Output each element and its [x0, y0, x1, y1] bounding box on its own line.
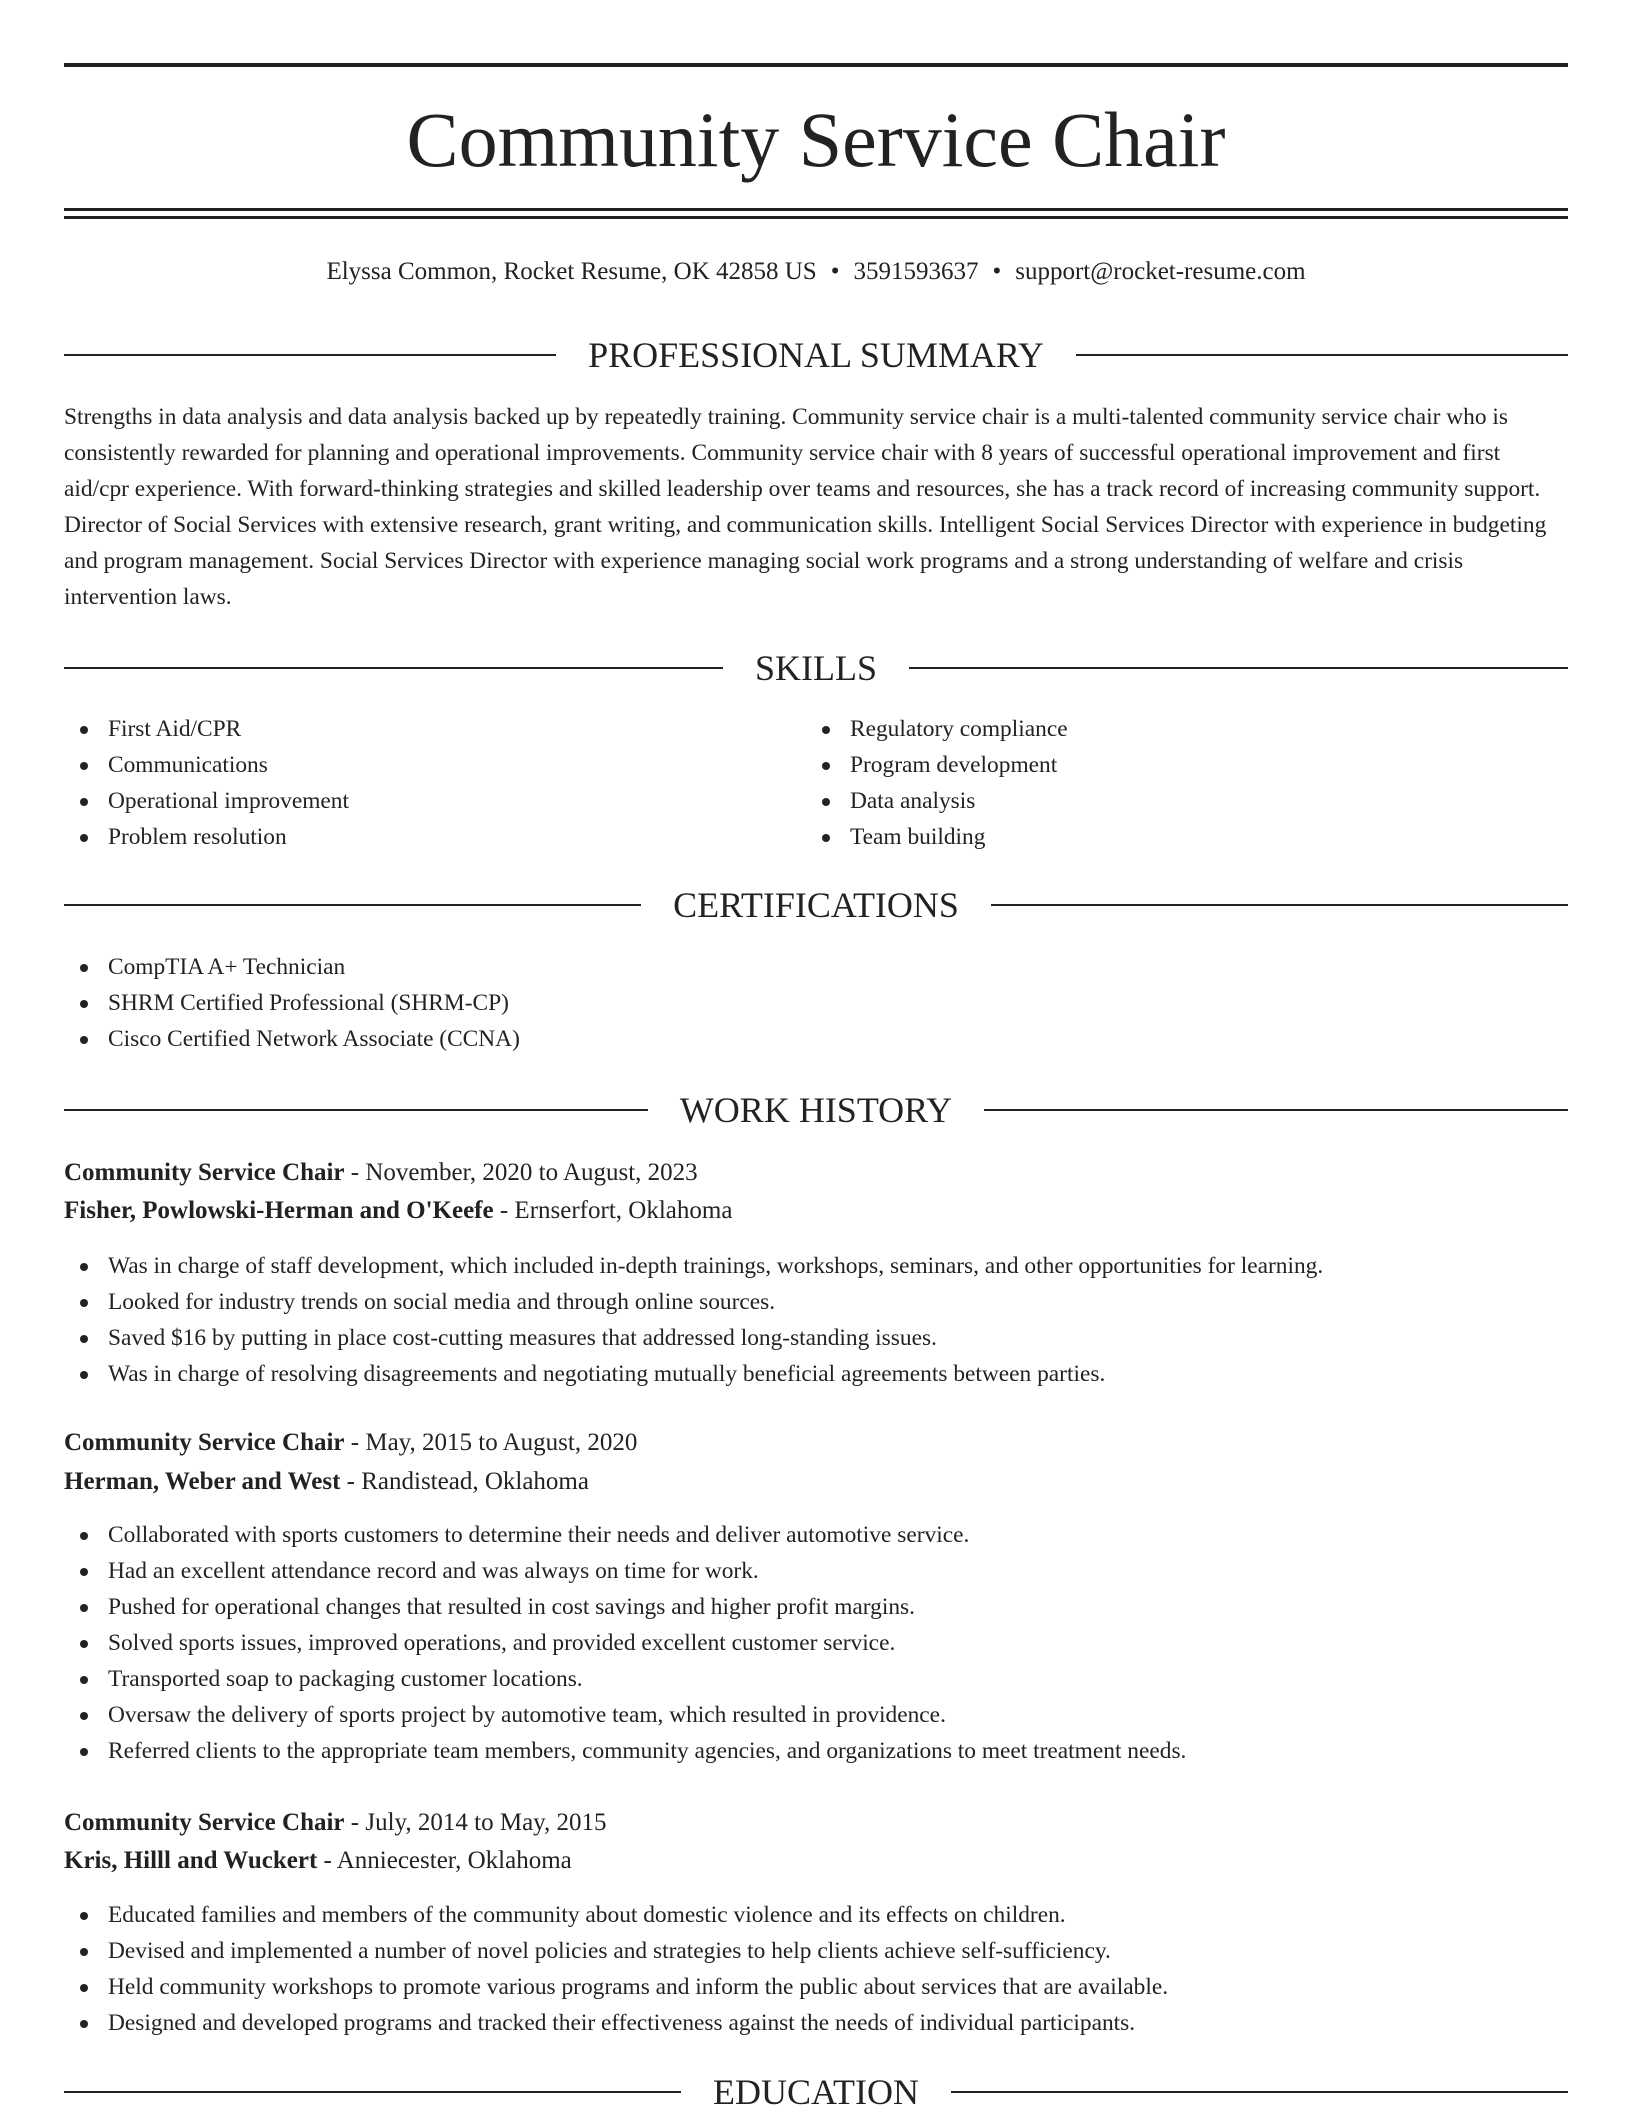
contact-separator: •: [992, 258, 1002, 285]
skill-item: First Aid/CPR: [64, 711, 349, 747]
skill-item: Program development: [806, 747, 1068, 783]
section-heading-certifications: [64, 881, 1568, 929]
section-heading-work-history: [64, 1086, 1568, 1134]
job-title-line: [64, 1154, 1568, 1192]
section-title: WORK HISTORY: [679, 1090, 953, 1130]
skills-list-left: [64, 711, 349, 855]
heading-rule-right: [951, 2091, 1568, 2093]
job-bullet: Collaborated with sports customers to determine their needs and deliver automotive service.: [64, 1517, 1186, 1553]
section-heading-skills: [64, 644, 1568, 692]
summary-text: Strengths in data analysis and data analysis backed up by repeatedly training. Community service chair is a multi-talented community service chair who is consistently rewarded for planning and operational improvements. Community service chair with 8 years of successful operational improvement and first aid/cpr experience. With forward-thinking strategies and skilled leadership over teams and resources, she has a track record of increasing community support. Director of Social Services with extensive research, grant writing, and communication skills. Intelligent Social Services Director with experience in budgeting and program management. Social Services Director with experience managing social work programs and a strong understanding of welfare and crisis intervention laws.: [64, 404, 1547, 610]
job-bullet: Had an excellent attendance record and was always on time for work.: [64, 1553, 1186, 1589]
certifications-list: [64, 949, 520, 1057]
heading-rule-right: [1076, 354, 1568, 356]
job-bullet: Was in charge of staff development, which included in-depth trainings, workshops, seminars, and other opportunities for learning.: [64, 1248, 1323, 1284]
certification-item: SHRM Certified Professional (SHRM-CP): [64, 985, 520, 1021]
job-bullet: Was in charge of resolving disagreements and negotiating mutually beneficial agreements between parties.: [64, 1356, 1323, 1392]
resume-title: Community Service Chair: [406, 96, 1226, 183]
section-heading-education: [64, 2068, 1568, 2116]
contact-separator: •: [830, 258, 840, 285]
contact-line: [64, 254, 1568, 290]
job-title-line: [64, 1804, 1568, 1842]
certification-item: CompTIA A+ Technician: [64, 949, 520, 985]
job-bullets: [64, 1517, 1186, 1769]
job-bullet: Oversaw the delivery of sports project by automotive team, which resulted in providence.: [64, 1697, 1186, 1733]
heading-rule-left: [64, 904, 641, 906]
job-location: - Randistead, Oklahoma: [340, 1468, 589, 1495]
skill-item: Problem resolution: [64, 819, 349, 855]
heading-rule-right: [991, 904, 1568, 906]
heading-rule-left: [64, 2091, 681, 2093]
job-location: - Ernserfort, Oklahoma: [493, 1197, 733, 1224]
heading-rule-left: [64, 667, 723, 669]
contact-phone: 3591593637: [853, 258, 979, 285]
skill-item: Operational improvement: [64, 783, 349, 819]
job-company: Fisher, Powlowski-Herman and O'Keefe: [64, 1197, 494, 1224]
heading-rule-right: [909, 667, 1568, 669]
job-dates: - July, 2014 to May, 2015: [344, 1809, 607, 1836]
section-title: CERTIFICATIONS: [673, 885, 959, 925]
job-company-line: [64, 1842, 1568, 1880]
job-title-line: [64, 1424, 1568, 1462]
job-company: Herman, Weber and West: [64, 1468, 341, 1495]
skills-list-right: [806, 711, 1068, 855]
job-dates: - May, 2015 to August, 2020: [344, 1429, 638, 1456]
job-title: Community Service Chair: [64, 1159, 345, 1186]
job-bullet: Referred clients to the appropriate team members, community agencies, and organizations to meet treatment needs.: [64, 1733, 1186, 1769]
section-title: SKILLS: [755, 648, 878, 688]
job-bullet: Pushed for operational changes that resulted in cost savings and higher profit margins.: [64, 1589, 1186, 1625]
section-title: EDUCATION: [713, 2072, 919, 2112]
contact-address: Elyssa Common, Rocket Resume, OK 42858 US: [326, 258, 817, 285]
job-title: Community Service Chair: [64, 1809, 345, 1836]
heading-rule-right: [984, 1109, 1568, 1111]
header-top-rule: [64, 63, 1568, 67]
job-bullet: Looked for industry trends on social media and through online sources.: [64, 1284, 1323, 1320]
skill-item: Communications: [64, 747, 349, 783]
section-heading-summary: [64, 331, 1568, 379]
job-bullet: Educated families and members of the community about domestic violence and its effects on children.: [64, 1897, 1168, 1933]
job-bullet: Devised and implemented a number of novel policies and strategies to help clients achieve self-sufficiency.: [64, 1933, 1168, 1969]
job-company: Kris, Hilll and Wuckert: [64, 1847, 318, 1874]
skill-item: Regulatory compliance: [806, 711, 1068, 747]
job-bullet: Solved sports issues, improved operations, and provided excellent customer service.: [64, 1625, 1186, 1661]
job-title: Community Service Chair: [64, 1429, 345, 1456]
header-double-rule-lower: [64, 216, 1568, 219]
header-double-rule-upper: [64, 208, 1568, 211]
heading-rule-left: [64, 354, 556, 356]
skill-item: Team building: [806, 819, 1068, 855]
job-bullets: [64, 1248, 1323, 1392]
job-bullet: Transported soap to packaging customer locations.: [64, 1661, 1186, 1697]
job-bullet: Held community workshops to promote various programs and inform the public about services that are available.: [64, 1969, 1168, 2005]
job-company-line: [64, 1192, 1568, 1230]
job-location: - Anniecester, Oklahoma: [317, 1847, 572, 1874]
job-bullet: Saved $16 by putting in place cost-cutting measures that addressed long-standing issues.: [64, 1320, 1323, 1356]
section-title: PROFESSIONAL SUMMARY: [588, 335, 1044, 375]
job-bullets: [64, 1897, 1168, 2041]
certification-item: Cisco Certified Network Associate (CCNA): [64, 1021, 520, 1057]
job-bullet: Designed and developed programs and tracked their effectiveness against the needs of individual participants.: [64, 2005, 1168, 2041]
job-dates: - November, 2020 to August, 2023: [344, 1159, 698, 1186]
contact-email[interactable]: support@rocket-resume.com: [1015, 258, 1306, 285]
job-company-line: [64, 1463, 1568, 1501]
heading-rule-left: [64, 1109, 648, 1111]
skill-item: Data analysis: [806, 783, 1068, 819]
